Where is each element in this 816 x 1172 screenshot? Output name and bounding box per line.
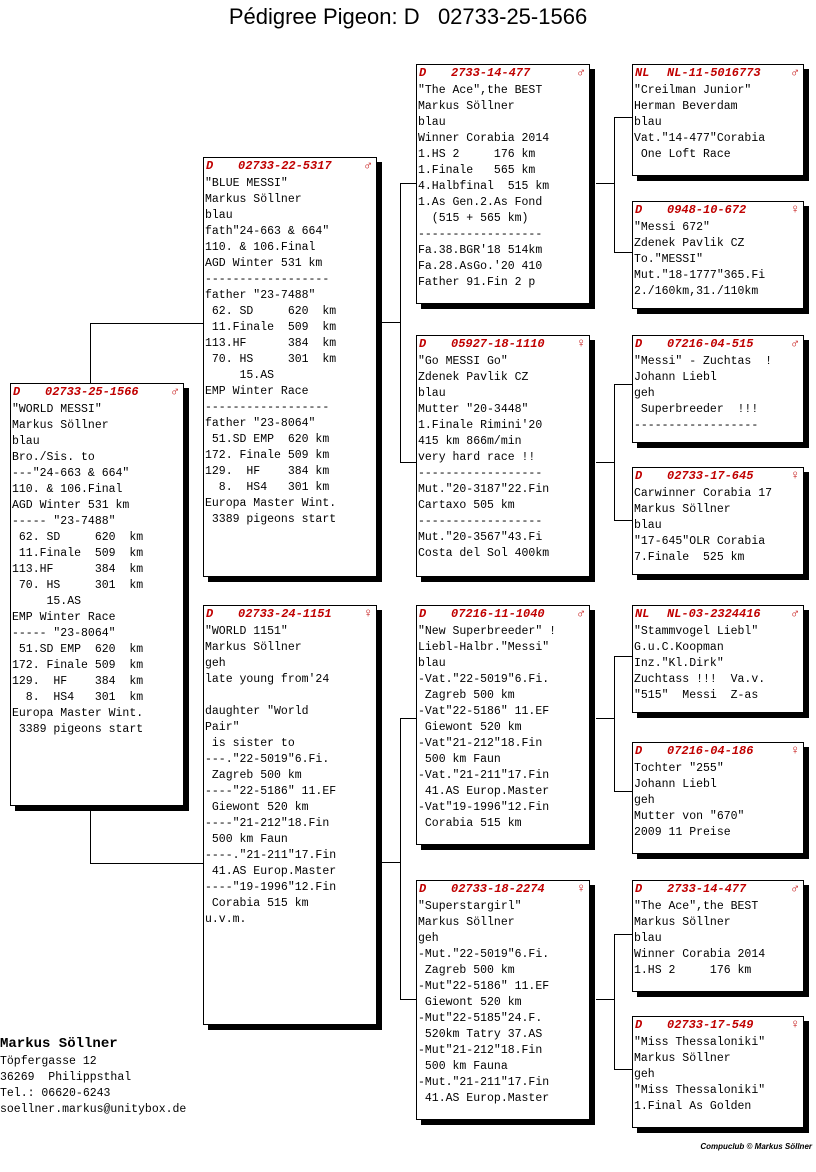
detail-line: Superbreeder !!! xyxy=(634,403,759,416)
detail-line: "515" Messi Z-as xyxy=(634,689,759,702)
detail-line: very hard race !! xyxy=(418,451,536,464)
detail-line: "Messi" - Zuchtas ! xyxy=(634,355,773,368)
connector-line xyxy=(614,252,632,253)
pigeon-details xyxy=(633,622,803,704)
pigeon-details xyxy=(417,81,589,291)
detail-line: Bro./Sis. to xyxy=(12,451,95,464)
detail-line: "17-645"OLR Corabia xyxy=(634,535,766,548)
detail-line: Markus Söllner xyxy=(634,916,731,929)
detail-line: ---"24-663 & 664" xyxy=(12,467,130,480)
ring-header xyxy=(417,606,589,622)
detail-line: Mut."20-3567"43.Fi xyxy=(418,531,543,544)
detail-line: "Stammvogel Liebl" xyxy=(634,625,759,638)
detail-line: daughter "World xyxy=(205,705,309,718)
male-symbol-icon: ♂ xyxy=(791,606,799,621)
paternal-grandmother-card xyxy=(416,335,590,577)
detail-line: Markus Söllner xyxy=(12,419,109,432)
ring-number: 02733-18-2274 xyxy=(451,882,545,896)
country-code: NL xyxy=(635,607,650,621)
connector-line xyxy=(382,862,400,863)
detail-line: geh xyxy=(205,657,226,670)
detail-line: "The Ace",the BEST xyxy=(418,84,543,97)
detail-line: ------------------ xyxy=(418,228,543,241)
connector-line xyxy=(90,323,91,383)
country-code: D xyxy=(635,744,643,758)
detail-line: Zuchtass !!! Va.v. xyxy=(634,673,766,686)
footer-credit: Compuclub © Markus Söllner xyxy=(700,1142,812,1151)
ring-number: 0948-10-672 xyxy=(667,203,747,217)
country-code: NL xyxy=(635,66,650,80)
detail-line: -Mut"22-5185"24.F. xyxy=(418,1012,543,1025)
country-code: D xyxy=(635,469,643,483)
detail-line: Johann Liebl xyxy=(634,778,717,791)
owner-address xyxy=(0,1054,186,1118)
ring-number: 07216-04-515 xyxy=(667,337,754,351)
detail-line: 15.AS xyxy=(12,595,82,608)
maternal-grandfather-card xyxy=(416,605,590,845)
detail-line: 1.Finale Rimini'20 xyxy=(418,419,543,432)
female-symbol-icon: ♀ xyxy=(577,881,585,896)
great-grandparent-card-4 xyxy=(632,467,804,575)
male-symbol-icon: ♂ xyxy=(577,65,585,80)
detail-line: blau xyxy=(634,116,662,129)
country-code: D xyxy=(419,882,427,896)
detail-line: EMP Winter Race xyxy=(12,611,116,624)
detail-line: blau xyxy=(418,387,446,400)
detail-line: 1.HS 2 176 km xyxy=(418,148,536,161)
detail-line: "Superstargirl" xyxy=(418,900,522,913)
great-grandparent-card-3 xyxy=(632,335,804,443)
owner-address-line: soellner.markus@unitybox.de xyxy=(0,1103,187,1116)
detail-line: ----"19-1996"12.Fin xyxy=(205,881,337,894)
connector-line xyxy=(614,1069,632,1070)
ring-number: 02733-22-5317 xyxy=(238,159,332,173)
connector-line xyxy=(400,183,401,463)
country-code: D xyxy=(635,203,643,217)
detail-line: ----- "23-7488" xyxy=(12,515,116,528)
detail-line: 4.Halbfinal 515 km xyxy=(418,180,550,193)
detail-line: geh xyxy=(634,1068,655,1081)
connector-line xyxy=(614,656,615,792)
detail-line: Mut."20-3187"22.Fin xyxy=(418,483,550,496)
detail-line: late young from'24 xyxy=(205,673,330,686)
connector-line xyxy=(596,462,614,463)
detail-line: Winner Corabia 2014 xyxy=(634,948,766,961)
pigeon-details xyxy=(417,352,589,562)
detail-line: 129. HF 384 km xyxy=(205,465,330,478)
country-code: D xyxy=(419,607,427,621)
detail-line: Winner Corabia 2014 xyxy=(418,132,550,145)
detail-line: "BLUE MESSI" xyxy=(205,177,288,190)
detail-line: "New Superbreeder" ! xyxy=(418,625,557,638)
connector-line xyxy=(614,384,615,521)
connector-line xyxy=(596,718,614,719)
ring-header xyxy=(633,1017,803,1033)
detail-line: 41.AS Europ.Master xyxy=(418,1092,550,1105)
detail-line: Carwinner Corabia 17 xyxy=(634,487,773,500)
detail-line: 7.Finale 525 km xyxy=(634,551,745,564)
detail-line: -Mut"21-212"18.Fin xyxy=(418,1044,543,1057)
pigeon-details xyxy=(417,622,589,832)
connector-line xyxy=(614,117,615,253)
ring-header xyxy=(204,158,376,174)
connector-line xyxy=(400,462,416,463)
detail-line: 2./160km,31./110km xyxy=(634,285,759,298)
detail-line: 3389 pigeons start xyxy=(205,513,337,526)
detail-line: Father 91.Fin 2 p xyxy=(418,276,536,289)
detail-line: Giewont 520 km xyxy=(205,801,309,814)
connector-line xyxy=(614,520,632,521)
ring-header xyxy=(633,468,803,484)
detail-line: ------------------ xyxy=(634,419,759,432)
detail-line: Fa.28.AsGo.'20 410 xyxy=(418,260,543,273)
ring-number: 02733-24-1151 xyxy=(238,607,332,621)
detail-line: 11.Finale 509 km xyxy=(205,321,337,334)
detail-line xyxy=(205,688,376,704)
detail-line: Vat."14-477"Corabia xyxy=(634,132,766,145)
detail-line: Europa Master Wint. xyxy=(205,497,337,510)
connector-line xyxy=(614,791,632,792)
detail-line: Markus Söllner xyxy=(418,100,515,113)
female-symbol-icon: ♀ xyxy=(577,336,585,351)
ring-header xyxy=(633,202,803,218)
detail-line: ----"21-212"18.Fin xyxy=(205,817,330,830)
page-title: Pédigree Pigeon: D 02733-25-1566 xyxy=(228,4,588,29)
detail-line: -Vat."21-211"17.Fin xyxy=(418,769,550,782)
detail-line: "WORLD MESSI" xyxy=(12,403,102,416)
connector-line xyxy=(90,863,203,864)
ring-header xyxy=(633,881,803,897)
detail-line: 41.AS Europ.Master xyxy=(418,785,550,798)
ring-number: NL-03-2324416 xyxy=(667,607,761,621)
detail-line: 1.As Gen.2.As Fond xyxy=(418,196,543,209)
detail-line: 500 km Faun xyxy=(205,833,288,846)
ring-header xyxy=(633,606,803,622)
pigeon-details xyxy=(633,1033,803,1115)
connector-line xyxy=(400,718,416,719)
detail-line: ------------------ xyxy=(418,467,543,480)
detail-line: 11.Finale 509 km xyxy=(12,547,144,560)
paternal-grandfather-card xyxy=(416,64,590,304)
owner-address-line: Töpfergasse 12 xyxy=(0,1055,97,1068)
detail-line: Giewont 520 km xyxy=(418,721,522,734)
detail-line: Markus Söllner xyxy=(634,503,731,516)
detail-line: 62. SD 620 km xyxy=(205,305,337,318)
detail-line: blau xyxy=(418,657,446,670)
great-grandparent-card-7 xyxy=(632,880,804,992)
great-grandparent-card-6 xyxy=(632,742,804,854)
male-symbol-icon: ♂ xyxy=(791,336,799,351)
ring-header xyxy=(633,336,803,352)
detail-line: -Vat."22-5019"6.Fi. xyxy=(418,673,550,686)
detail-line: Inz."Kl.Dirk" xyxy=(634,657,724,670)
ring-number: 02733-17-549 xyxy=(667,1018,754,1032)
male-symbol-icon: ♂ xyxy=(364,158,372,173)
detail-line: 8. HS4 301 km xyxy=(205,481,330,494)
detail-line: 500 km Fauna xyxy=(418,1060,508,1073)
detail-line: Mutter von "670" xyxy=(634,810,745,823)
detail-line: blau xyxy=(634,932,662,945)
pigeon-details xyxy=(633,218,803,300)
detail-line: Zdenek Pavlik CZ xyxy=(634,237,745,250)
detail-line: blau xyxy=(418,116,446,129)
detail-line: 520km Tatry 37.AS xyxy=(418,1028,543,1041)
detail-line: To."MESSI" xyxy=(634,253,704,266)
pigeon-details xyxy=(633,897,803,979)
great-grandparent-card-8 xyxy=(632,1016,804,1128)
detail-line: EMP Winter Race xyxy=(205,385,309,398)
connector-line xyxy=(614,384,632,385)
ring-header xyxy=(417,65,589,81)
detail-line: "The Ace",the BEST xyxy=(634,900,759,913)
female-symbol-icon: ♀ xyxy=(791,202,799,217)
detail-line: Zagreb 500 km xyxy=(418,964,515,977)
detail-line: 15.AS xyxy=(205,369,275,382)
connector-line xyxy=(614,934,615,1070)
ring-header xyxy=(633,65,803,81)
pigeon-details xyxy=(633,759,803,841)
connector-line xyxy=(400,718,401,1000)
detail-line: Markus Söllner xyxy=(634,1052,731,1065)
country-code: D xyxy=(13,385,21,399)
owner-address-line: 36269 Philippsthal xyxy=(0,1071,132,1084)
country-code: D xyxy=(635,337,643,351)
country-code: D xyxy=(635,882,643,896)
detail-line: ----"22-5186" 11.EF xyxy=(205,785,337,798)
connector-line xyxy=(400,999,416,1000)
detail-line: (515 + 565 km) xyxy=(418,212,529,225)
pigeon-details xyxy=(11,400,183,738)
detail-line: ----- "23-8064" xyxy=(12,627,116,640)
detail-line: "Miss Thessaloniki" xyxy=(634,1036,766,1049)
connector-line xyxy=(90,323,203,324)
ring-header xyxy=(11,384,183,400)
father-card xyxy=(203,157,377,577)
detail-line: Fa.38.BGR'18 514km xyxy=(418,244,543,257)
detail-line: -Vat"19-1996"12.Fin xyxy=(418,801,550,814)
detail-line: Corabia 515 km xyxy=(418,817,522,830)
owner-name: Markus Söllner xyxy=(0,1036,118,1052)
country-code: D xyxy=(206,607,214,621)
female-symbol-icon: ♀ xyxy=(791,468,799,483)
detail-line: 2009 11 Preise xyxy=(634,826,731,839)
owner-address-line: Tel.: 06620-6243 xyxy=(0,1087,111,1100)
ring-number: 2733-14-477 xyxy=(667,882,747,896)
detail-line: 172. Finale 509 km xyxy=(205,449,330,462)
detail-line: "Creilman Junior" xyxy=(634,84,752,97)
great-grandparent-card-1 xyxy=(632,64,804,176)
detail-line: ----."21-211"17.Fin xyxy=(205,849,337,862)
detail-line: Giewont 520 km xyxy=(418,996,522,1009)
detail-line: Costa del Sol 400km xyxy=(418,547,550,560)
ring-number: 07216-04-186 xyxy=(667,744,754,758)
ring-number: 05927-18-1110 xyxy=(451,337,545,351)
connector-line xyxy=(90,806,91,863)
detail-line: 113.HF 384 km xyxy=(12,563,144,576)
country-code: D xyxy=(419,66,427,80)
ring-number: NL-11-5016773 xyxy=(667,66,761,80)
detail-line: geh xyxy=(634,794,655,807)
ring-header xyxy=(417,336,589,352)
detail-line: -Vat"22-5186" 11.EF xyxy=(418,705,550,718)
ring-header xyxy=(417,881,589,897)
pigeon-details xyxy=(204,622,376,928)
detail-line: Johann Liebl xyxy=(634,371,717,384)
detail-line: Herman Beverdam xyxy=(634,100,738,113)
subject-pigeon-card xyxy=(10,383,184,806)
great-grandparent-card-2 xyxy=(632,201,804,309)
ring-number: 02733-25-1566 xyxy=(45,385,139,399)
ring-number: 02733-17-645 xyxy=(667,469,754,483)
detail-line: One Loft Race xyxy=(634,148,731,161)
detail-line: 3389 pigeons start xyxy=(12,723,144,736)
detail-line: ------------------ xyxy=(418,515,543,528)
detail-line: "Messi 672" xyxy=(634,221,710,234)
great-grandparent-card-5 xyxy=(632,605,804,713)
detail-line: 51.SD EMP 620 km xyxy=(12,643,144,656)
detail-line: 41.AS Europ.Master xyxy=(205,865,337,878)
detail-line: 500 km Faun xyxy=(418,753,501,766)
detail-line: 110. & 106.Final xyxy=(205,241,316,254)
detail-line: ---."22-5019"6.Fi. xyxy=(205,753,330,766)
detail-line: Tochter "255" xyxy=(634,762,724,775)
detail-line: -Mut."22-5019"6.Fi. xyxy=(418,948,550,961)
pigeon-details xyxy=(633,484,803,566)
ring-number: 07216-11-1040 xyxy=(451,607,545,621)
detail-line: Zdenek Pavlik CZ xyxy=(418,371,529,384)
connector-line xyxy=(596,999,614,1000)
detail-line: blau xyxy=(205,209,233,222)
detail-line: "Miss Thessaloniki" xyxy=(634,1084,766,1097)
detail-line: -Mut."21-211"17.Fin xyxy=(418,1076,550,1089)
detail-line: 62. SD 620 km xyxy=(12,531,144,544)
detail-line: 172. Finale 509 km xyxy=(12,659,144,672)
pigeon-details xyxy=(204,174,376,528)
female-symbol-icon: ♀ xyxy=(364,606,372,621)
detail-line: Zagreb 500 km xyxy=(418,689,515,702)
detail-line: 113.HF 384 km xyxy=(205,337,337,350)
detail-line: Liebl-Halbr."Messi" xyxy=(418,641,550,654)
country-code: D xyxy=(419,337,427,351)
detail-line: 110. & 106.Final xyxy=(12,483,123,496)
detail-line: "WORLD 1151" xyxy=(205,625,288,638)
detail-line: blau xyxy=(634,519,662,532)
detail-line: Pair" xyxy=(205,721,240,734)
detail-line: Mut."18-1777"365.Fi xyxy=(634,269,766,282)
female-symbol-icon: ♀ xyxy=(791,1017,799,1032)
detail-line: 1.Final As Golden xyxy=(634,1100,752,1113)
pigeon-details xyxy=(417,897,589,1107)
ring-number: 2733-14-477 xyxy=(451,66,531,80)
connector-line xyxy=(614,656,632,657)
detail-line: AGD Winter 531 km xyxy=(205,257,323,270)
detail-line: Mutter "20-3448" xyxy=(418,403,529,416)
male-symbol-icon: ♂ xyxy=(171,384,179,399)
detail-line: Markus Söllner xyxy=(418,916,515,929)
detail-line: 1.HS 2 176 km xyxy=(634,964,752,977)
detail-line: Cartaxo 505 km xyxy=(418,499,515,512)
detail-line: is sister to xyxy=(205,737,295,750)
detail-line: 415 km 866m/min xyxy=(418,435,522,448)
connector-line xyxy=(400,183,416,184)
owner-block xyxy=(0,1034,186,1118)
detail-line: geh xyxy=(418,932,439,945)
detail-line: 70. HS 301 km xyxy=(205,353,337,366)
male-symbol-icon: ♂ xyxy=(791,65,799,80)
pigeon-details xyxy=(633,81,803,163)
connector-line xyxy=(614,117,632,118)
detail-line: -Mut"22-5186" 11.EF xyxy=(418,980,550,993)
connector-line xyxy=(382,322,400,323)
detail-line: 51.SD EMP 620 km xyxy=(205,433,330,446)
detail-line: AGD Winter 531 km xyxy=(12,499,130,512)
ring-header xyxy=(633,743,803,759)
detail-line: 70. HS 301 km xyxy=(12,579,144,592)
detail-line: father "23-8064" xyxy=(205,417,316,430)
male-symbol-icon: ♂ xyxy=(577,606,585,621)
detail-line: G.u.C.Koopman xyxy=(634,641,724,654)
detail-line: ------------------ xyxy=(205,273,330,286)
detail-line: Markus Söllner xyxy=(205,193,302,206)
detail-line: Zagreb 500 km xyxy=(205,769,302,782)
country-code: D xyxy=(206,159,214,173)
male-symbol-icon: ♂ xyxy=(791,881,799,896)
female-symbol-icon: ♀ xyxy=(791,743,799,758)
pigeon-details xyxy=(633,352,803,434)
connector-line xyxy=(596,183,614,184)
connector-line xyxy=(614,934,632,935)
detail-line: 129. HF 384 km xyxy=(12,675,144,688)
detail-line: 1.Finale 565 km xyxy=(418,164,536,177)
detail-line: Markus Söllner xyxy=(205,641,302,654)
detail-line: blau xyxy=(12,435,40,448)
detail-line: father "23-7488" xyxy=(205,289,316,302)
country-code: D xyxy=(635,1018,643,1032)
detail-line: ------------------ xyxy=(205,401,330,414)
mother-card xyxy=(203,605,377,1025)
detail-line: 8. HS4 301 km xyxy=(12,691,144,704)
detail-line: "Go MESSI Go" xyxy=(418,355,508,368)
detail-line: Corabia 515 km xyxy=(205,897,309,910)
ring-header xyxy=(204,606,376,622)
detail-line: geh xyxy=(634,387,655,400)
maternal-grandmother-card xyxy=(416,880,590,1120)
detail-line: u.v.m. xyxy=(205,913,247,926)
detail-line: -Vat"21-212"18.Fin xyxy=(418,737,543,750)
detail-line: Europa Master Wint. xyxy=(12,707,144,720)
detail-line: fath"24-663 & 664" xyxy=(205,225,330,238)
